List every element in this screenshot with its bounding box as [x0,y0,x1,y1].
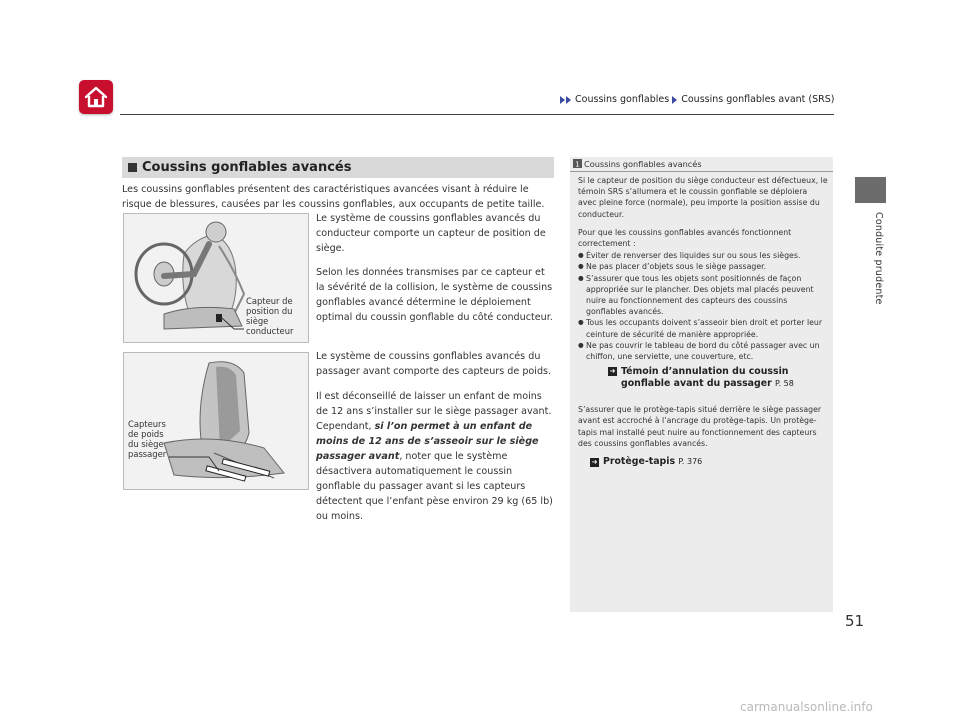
section-header [122,157,554,178]
label-line: passager [128,449,167,459]
label-line: Capteur de [246,296,293,306]
note-divider [570,171,833,172]
note-paragraph: Si le capteur de position du siège conducteur est défectueux, le témoin SRS s’allumera et le coussin gonflable se déploiera avec pleine force (normale), peu importe la position assise du conducteur. [578,176,828,219]
page-number: 51 [845,612,865,630]
chapter-label: Conduite prudente [873,212,884,305]
child-warning-emphasis: si l’on permet à un enfant de moins de 12 ans de s’asseoir sur le siège passager avant [316,421,539,462]
reference-arrow-icon: ➜ [591,458,598,467]
home-icon [84,86,108,108]
ref-page: P. 58 [774,379,794,389]
passenger-system-text: Le système de coussins gonflables avancés du passager avant comporte des capteurs de poids. [316,351,552,377]
note-header [570,157,833,170]
label-line: siège [246,316,269,326]
list-item: ● Tous les occupants doivent s’asseoir bien droit et porter leur ceinture de sécurité de manière appropriée. [578,317,828,339]
ref-title-line1: Témoin d’annulation du coussin [621,366,789,378]
list-item: ● Ne pas couvrir le tableau de bord du côté passager avec un chiffon, une serviette, une couverture, etc. [578,340,828,362]
child-warning-start: Il est déconseillé de laisser un enfant de moins de 12 ans s’installer sur le siège passager avant. Cependant, [316,391,552,432]
square-bullet-icon [128,163,137,172]
list-item: ● S’assurer que tous les objets sont positionnés de façon appropriée sur le plancher. Des objets mal placés peuvent nuire au fonctionnement des capteurs des coussins gonflables avancés. [578,273,828,318]
label-line: Capteurs [128,419,166,429]
breadcrumb-arrow-icon [566,96,571,104]
intro-text: Les coussins gonflables présentent des caractéristiques avancées visant à réduire le risque de blessures, causées par les coussins gonflables, aux occupants de petite taille. [122,184,545,210]
note-icon [573,159,582,168]
driver-sensor-label [246,296,293,336]
list-item: ● Éviter de renverser des liquides sur ou sous les sièges. [578,250,828,261]
svg-text:1: 1 [575,160,580,168]
child-warning-end: , noter que le système désactivera automatiquement le coussin gonflable du passager avant si les capteurs détectent que l’enfant pèse environ 29 kg (65 lb) ou moins. [316,451,553,522]
header-divider [120,114,834,115]
watermark: carmanualsonline.info [740,700,873,714]
label-line: position du [246,306,293,316]
ref-page: P. 376 [678,457,703,467]
passenger-airbag-off-link[interactable] [578,366,828,390]
passenger-sensor-label [128,419,166,459]
driver-system-text: Le système de coussins gonflables avancés du conducteur comporte un capteur de position de siège. [316,213,546,254]
section-title: Coussins gonflables avancés [142,160,352,175]
note-paragraph: S’assurer que le protège-tapis situé derrière le siège passager avant est accroché à l’ancrage du protège-tapis. Un protège-tapis mal installé peut nuire au fonctionnement des capteurs des coussins gonflables avancés. [578,405,822,448]
breadcrumb-arrow-icon [560,96,565,104]
child-warning-text [316,389,556,524]
note-title: Coussins gonflables avancés [584,158,702,169]
ref-title: Protège-tapis [603,456,676,468]
label-line: du siège [128,439,164,449]
driver-deploy-text: Selon les données transmises par ce capteur et la sévérité de la collision, le système de coussins gonflables avancé détermine le déploiement optimal du coussin gonflable du côté conducteur. [316,267,553,323]
chapter-tab[interactable] [855,177,886,203]
reference-arrow-icon: ➜ [609,367,616,376]
home-button[interactable] [79,80,113,114]
breadcrumb [560,94,835,105]
ref-title-line2: gonflable avant du passager [621,378,772,390]
breadcrumb-arrow-icon [672,96,677,104]
breadcrumb-item[interactable]: Coussins gonflables avant (SRS) [681,94,835,105]
list-item: ● Ne pas placer d’objets sous le siège passager. [578,261,828,272]
floor-mat-link[interactable] [578,456,828,467]
note-body [578,175,828,467]
breadcrumb-item[interactable]: Coussins gonflables [575,94,670,105]
label-line: conducteur [246,326,294,336]
label-line: de poids [128,429,164,439]
note-bullet-list [578,250,828,362]
note-paragraph: Pour que les coussins gonflables avancés fonctionnent correctement : [578,227,792,249]
